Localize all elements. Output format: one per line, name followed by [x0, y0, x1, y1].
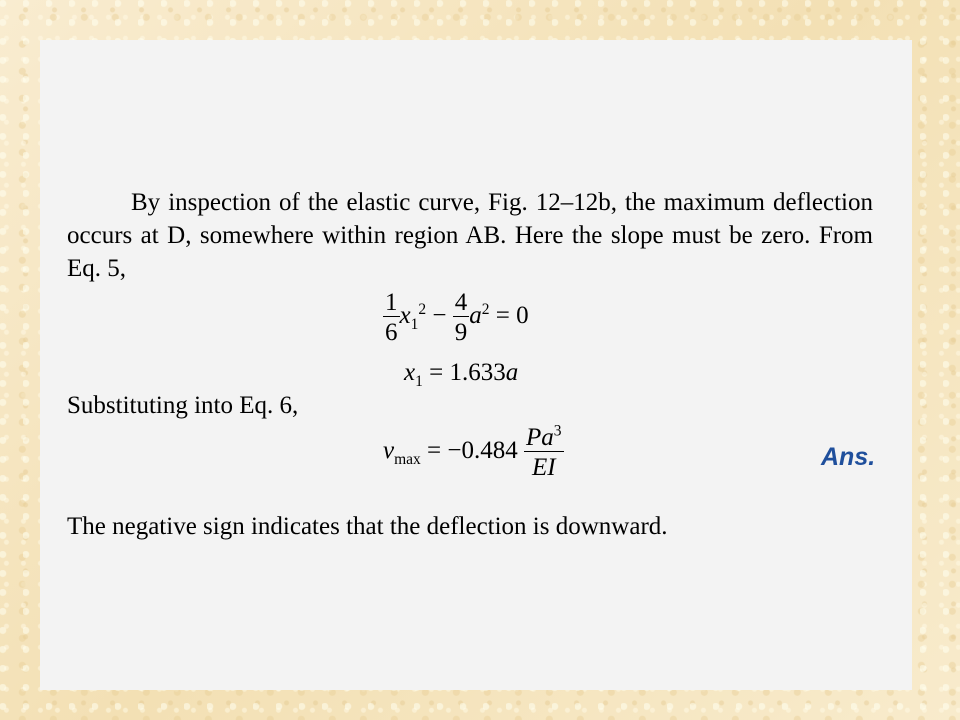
- fraction-four-ninths: [453, 290, 470, 345]
- subscript: max: [394, 451, 421, 469]
- equation-x1-value: [404, 359, 519, 390]
- variable-v: v: [383, 437, 395, 465]
- fraction-one-sixth: [383, 290, 400, 345]
- fraction-pa3-over-ei: [524, 422, 564, 481]
- superscript: 2: [481, 300, 490, 318]
- equation-slope-zero: [383, 290, 529, 345]
- fraction-denominator: 6: [385, 319, 398, 346]
- equation-rhs: = −0.484: [427, 437, 518, 465]
- superscript: 3: [553, 422, 562, 440]
- equation-vmax: [383, 422, 564, 481]
- fraction-denominator: EI: [531, 454, 556, 481]
- paragraph-inspection: By inspection of the elastic curve, Fig. 12–12b, the maximum deflection occurs at D, somewhere within region AB. Here the slope must be zero. From Eq. 5,: [67, 189, 873, 282]
- variable-a: a: [469, 302, 482, 330]
- variable-x: x: [399, 302, 411, 330]
- subscript: 1: [415, 373, 423, 390]
- superscript: 2: [418, 300, 427, 318]
- equation-rhs: = 1.633: [429, 359, 506, 386]
- answer-label: Ans.: [821, 443, 876, 471]
- fraction-numerator: 1: [385, 289, 398, 316]
- paragraph-substituting: Substituting into Eq. 6,: [67, 392, 299, 419]
- fraction-numerator: [524, 422, 564, 452]
- equation-rhs: = 0: [495, 302, 529, 330]
- fraction-numerator: 4: [454, 289, 468, 316]
- paragraph-conclusion: The negative sign indicates that the deflection is downward.: [67, 513, 668, 540]
- variable-a: a: [505, 359, 519, 386]
- fraction-denominator: 9: [454, 319, 468, 346]
- slide-panel: [40, 40, 912, 690]
- subscript: 1: [410, 316, 419, 334]
- minus-sign: −: [432, 302, 447, 330]
- variable-x: x: [404, 359, 416, 386]
- numerator-text: Pa: [526, 424, 554, 451]
